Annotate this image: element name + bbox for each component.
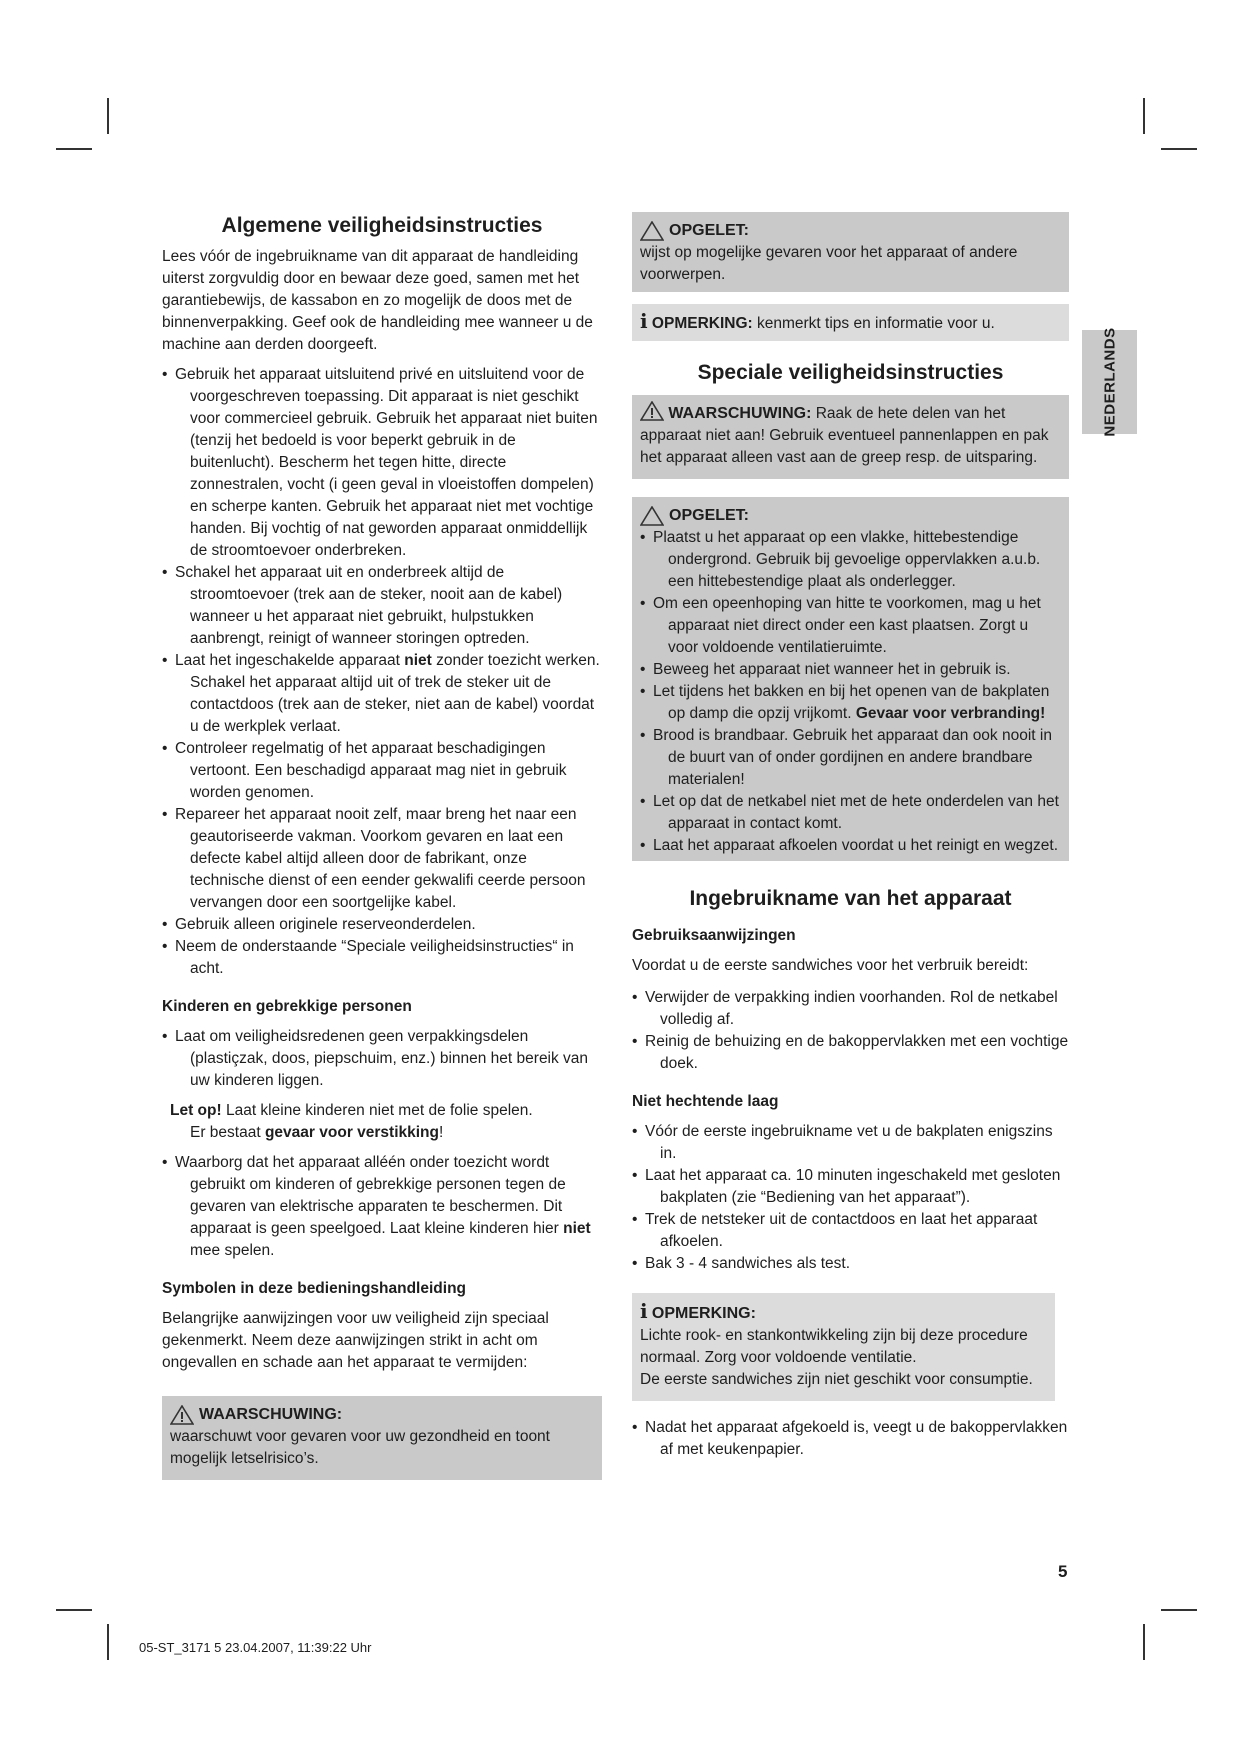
list-item: • Waarborg dat het apparaat alléén onder toezicht wordt gebruikt om kinderen of gebrekkige personen tegen de gevaren van elektrische apparaten te beschermen. Dit apparaat is geen speelgoed. Laat kleine kinderen hier niet mee spelen. bbox=[162, 1152, 602, 1262]
crop-mark bbox=[107, 1624, 109, 1660]
warning-box bbox=[162, 1396, 602, 1480]
coating-heading: Niet hechtende laag bbox=[632, 1093, 779, 1110]
warning-icon bbox=[170, 1405, 194, 1425]
crop-mark bbox=[1161, 1609, 1197, 1611]
kids-heading: Kinderen en gebrekkige personen bbox=[162, 998, 412, 1015]
list-item: • Let op dat de netkabel niet met de hete onderdelen van het apparaat in contact komt. bbox=[640, 791, 1059, 835]
right-column bbox=[632, 212, 1069, 1461]
caution-icon bbox=[640, 506, 664, 526]
special-warning-text: WAARSCHUWING: Raak de hete delen van het apparaat niet aan! Gebruik eventueel pannenlappen en pak het apparaat alleen vast aan de greep resp. de uitsparing. bbox=[640, 401, 1059, 469]
list-item: • Trek de netsteker uit de contactdoos en laat het apparaat afkoelen. bbox=[632, 1209, 1069, 1253]
note-line: Lichte rook- en stankontwikkeling zijn bij deze procedure normaal. Zorg voor voldoende ventilatie. bbox=[640, 1327, 1028, 1366]
crop-mark bbox=[1143, 98, 1145, 134]
list-item: • Plaatst u het apparaat op een vlakke, hittebestendige ondergrond. Gebruik bij gevoelige oppervlakken a.u.b. een hittebestendige plaat als onderlegger. bbox=[640, 527, 1059, 593]
language-tab: NEDERLANDS bbox=[1082, 330, 1137, 434]
note-line: De eerste sandwiches zijn niet geschikt voor consumptie. bbox=[640, 1371, 1033, 1388]
list-item: • Beweeg het apparaat niet wanneer het in gebruik is. bbox=[640, 659, 1059, 681]
note-title: i OPMERKING: bbox=[640, 1299, 756, 1323]
note-label: OPMERKING: bbox=[651, 315, 753, 332]
usage-list bbox=[632, 987, 1069, 1075]
caution-icon bbox=[640, 221, 664, 241]
note-text: kenmerkt tips en informatie voor u. bbox=[752, 315, 995, 332]
list-item: • Laat het apparaat afkoelen voordat u het reinigt en wegzet. bbox=[640, 835, 1059, 857]
list-item: • Repareer het apparaat nooit zelf, maar breng het naar een geautoriseerde vakman. Voorkom gevaren en laat een defecte kabel altijd alleen door de fabrikant, onze technische dienst of een eender gekwalifi ceerde persoon vervangen door een soortgelijke kabel. bbox=[162, 804, 602, 914]
list-item: • Nadat het apparaat afgekoeld is, veegt u de bakoppervlakken af met keukenpapier. bbox=[632, 1417, 1069, 1461]
caution-title: OPGELET: bbox=[640, 505, 1059, 527]
kids-list-2 bbox=[162, 1152, 602, 1262]
final-list bbox=[632, 1417, 1069, 1461]
list-item: • Schakel het apparaat uit en onderbreek altijd de stroomtoevoer (trek aan de steker, nooit aan de kabel) wanneer u het apparaat niet gebruikt, hulpstukken aanbrengt, reinigt of wanneer storingen optreden. bbox=[162, 562, 602, 650]
crop-mark bbox=[56, 1609, 92, 1611]
print-footer: 05-ST_3171 5 23.04.2007, 11:39:22 Uhr bbox=[139, 1640, 372, 1655]
list-item: • Laat het apparaat ca. 10 minuten ingeschakeld met gesloten bakplaten (zie “Bediening van het apparaat”). bbox=[632, 1165, 1069, 1209]
info-icon: i bbox=[640, 309, 648, 333]
warning-title: WAARSCHUWING: bbox=[170, 1404, 592, 1426]
special-safety-title: Speciale veiligheidsinstructies bbox=[697, 361, 1004, 384]
usage-heading: Gebruiksaanwijzingen bbox=[632, 927, 796, 944]
symbols-text: Belangrijke aanwijzingen voor uw veiligheid zijn speciaal gekenmerkt. Neem deze aanwijzingen strikt in acht om ongevallen en schade aan het apparaat te vermijden: bbox=[162, 1310, 549, 1371]
list-item: • Gebruik alleen originele reserveonderdelen. bbox=[162, 914, 602, 936]
list-item: • Bak 3 - 4 sandwiches als test. bbox=[632, 1253, 1069, 1275]
crop-mark bbox=[56, 148, 92, 150]
list-item: • Verwijder de verpakking indien voorhanden. Rol de netkabel volledig af. bbox=[632, 987, 1069, 1031]
list-item: • Laat het ingeschakelde apparaat niet zonder toezicht werken. Schakel het apparaat altijd uit of trek de steker uit de contactdoos (trek aan de steker, niet aan de kabel) voordat u de werkplek verlaat. bbox=[162, 650, 602, 738]
list-item: • Brood is brandbaar. Gebruik het apparaat dan ook nooit in de buurt van of onder gordijnen en andere brandbare materialen! bbox=[640, 725, 1059, 791]
crop-mark bbox=[107, 98, 109, 134]
crop-mark bbox=[1143, 1624, 1145, 1660]
usage-intro: Voordat u de eerste sandwiches voor het verbruik bereidt: bbox=[632, 957, 1029, 974]
left-column bbox=[162, 212, 602, 1480]
symbols-heading: Symbolen in deze bedieningshandleiding bbox=[162, 1280, 467, 1297]
safety-list bbox=[162, 364, 602, 980]
intro-text: Lees vóór de ingebruikname van dit apparaat de handleiding uiterst zorgvuldig door en bewaar deze goed, samen met het garantiebewijs, de kassabon en zo mogelijk de doos met de binnenverpakking. Geef ook de handleiding mee wanneer u de machine aan derden doorgeeft. bbox=[162, 248, 593, 353]
note-box bbox=[632, 304, 1069, 341]
note-box-2 bbox=[632, 1293, 1055, 1401]
list-item: • Neem de onderstaande “Speciale veiligheidsinstructies“ in acht. bbox=[162, 936, 602, 980]
list-item: • Vóór de eerste ingebruikname vet u de bakplaten enigszins in. bbox=[632, 1121, 1069, 1165]
info-icon: i bbox=[640, 1299, 648, 1323]
kids-list bbox=[162, 1026, 602, 1092]
list-item: • Let tijdens het bakken en bij het openen van de bakplaten op damp die opzij vrijkomt. Gevaar voor verbranding! bbox=[640, 681, 1059, 725]
list-item: • Controleer regelmatig of het apparaat beschadigingen vertoont. Een beschadigd apparaat mag niet in gebruik worden genomen. bbox=[162, 738, 602, 804]
caution-list bbox=[640, 527, 1059, 857]
caution-title: OPGELET: bbox=[640, 220, 1059, 242]
special-warning-box bbox=[632, 395, 1069, 479]
warning-icon bbox=[640, 401, 664, 421]
page-number: 5 bbox=[1058, 1562, 1068, 1581]
warning-text: waarschuwt voor gevaren voor uw gezondheid en toont mogelijk letselrisico’s. bbox=[170, 1428, 550, 1467]
list-item: • Reinig de behuizing en de bakoppervlakken met een vochtige doek. bbox=[632, 1031, 1069, 1075]
caution-box bbox=[632, 212, 1069, 292]
crop-mark bbox=[1161, 148, 1197, 150]
list-item: • Gebruik het apparaat uitsluitend privé en uitsluitend voor de voorgeschreven toepassing. Dit apparaat is niet geschikt voor commercieel gebruik. Gebruik het apparaat niet buiten (tenzij het bedoeld is voor beperkt gebruik in de buitenlucht). Bescherm het tegen hitte, directe zonnestralen, vocht (i geen geval in vloeistoffen dompelen) en scherpe kanten. Gebruik het apparaat niet met vochtige handen. Bij vochtig of nat geworden apparaat onmiddellijk de stroomtoevoer onderbreken. bbox=[162, 364, 602, 562]
startup-title: Ingebruikname van het apparaat bbox=[689, 887, 1012, 910]
caution-text: wijst op mogelijke gevaren voor het apparaat of andere voorwerpen. bbox=[640, 244, 1018, 283]
coating-list bbox=[632, 1121, 1069, 1275]
letop-note: Let op! Laat kleine kinderen niet met de folie spelen. Er bestaat gevaar voor verstikking! bbox=[170, 1102, 533, 1141]
general-safety-title: Algemene veiligheidsinstructies bbox=[221, 214, 543, 237]
list-item: • Om een opeenhoping van hitte te voorkomen, mag u het apparaat niet direct onder een kast plaatsen. Zorgt u voor voldoende ventilatieruimte. bbox=[640, 593, 1059, 659]
caution-list-box bbox=[632, 497, 1069, 861]
list-item: • Laat om veiligheidsredenen geen verpakkingsdelen (plastiçzak, doos, piepschuim, enz.) binnen het bereik van uw kinderen liggen. bbox=[162, 1026, 602, 1092]
